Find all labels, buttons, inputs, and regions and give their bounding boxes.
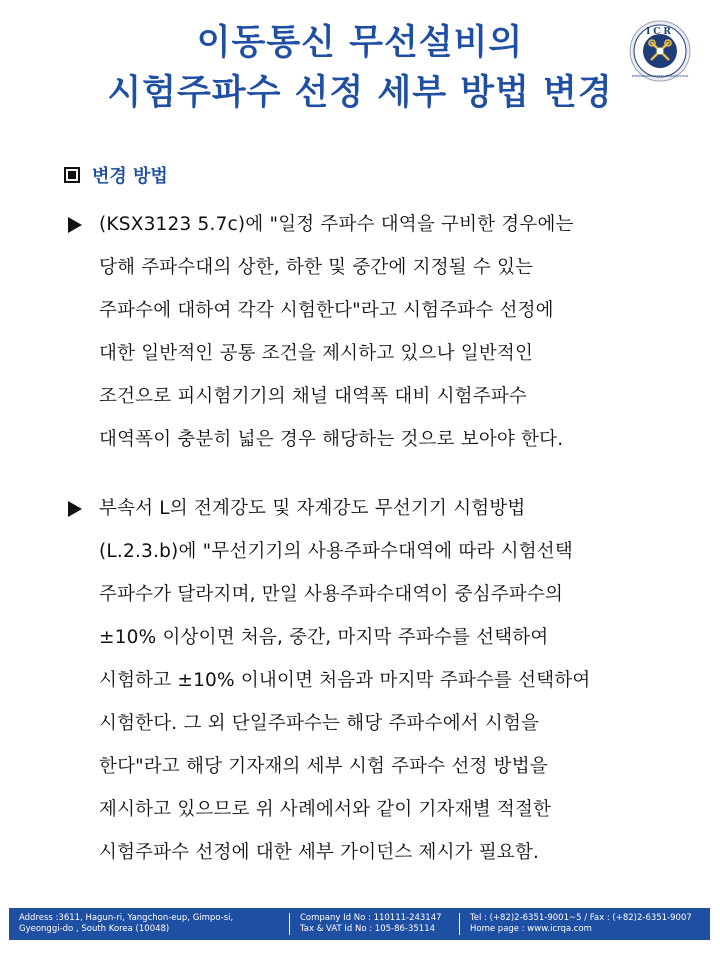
logo-text: ICR — [646, 27, 674, 37]
arrow-bullet-icon — [68, 217, 82, 233]
footer-homepage-link[interactable]: Home page : www.icrqa.com — [470, 924, 592, 934]
paragraph-line: 주파수에 대하여 각각 시험한다"라고 시험주파수 선정에 — [99, 300, 554, 321]
square-bullet-icon — [64, 167, 80, 183]
paragraph-line: 조건으로 피시험기기의 채널 대역폭 대비 시험주파수 — [99, 386, 527, 407]
arrow-bullet-icon — [68, 501, 82, 517]
footer-bar — [9, 908, 710, 940]
page-title — [0, 18, 720, 118]
paragraph-line: 시험주파수 선정에 대한 세부 가이던스 제시가 필요함. — [99, 842, 540, 863]
paragraph-line: 대한 일반적인 공통 조건을 제시하고 있으나 일반적인 — [99, 343, 534, 364]
paragraph-line: (KSX3123 5.7c)에 "일정 주파수 대역을 구비한 경우에는 — [99, 214, 574, 235]
title-line-2: 시험주파수 선정 세부 방법 변경 — [107, 73, 613, 113]
section-heading — [64, 160, 168, 190]
paragraph-line: 시험한다. 그 외 단일주파수는 해당 주파수에서 시험을 — [99, 713, 540, 734]
paragraph-line: 주파수가 달라지며, 만일 사용주파수대역이 중심주파수의 — [99, 584, 564, 605]
paragraph-line: 시험하고 ±10% 이내이면 처음과 마지막 주파수를 선택하여 — [99, 670, 591, 691]
paragraph-line: 당해 주파수대의 상한, 하한 및 중간에 지정될 수 있는 — [99, 257, 534, 278]
logo-subtext: INTERNATIONAL CERTIFICATION REGISTRAR — [631, 75, 689, 78]
footer-company-line: Company Id No : 110111-243147 — [300, 913, 442, 923]
footer-company-line: Tax & VAT Id No : 105-86-35114 — [300, 924, 436, 934]
footer-contact — [459, 913, 710, 935]
footer-contact-line: Tel : (+82)2-6351-9001~5 / Fax : (+82)2-6351-9007 — [470, 913, 692, 923]
paragraph-line: ±10% 이상이면 처음, 중간, 마지막 주파수를 선택하여 — [99, 627, 549, 648]
paragraph-line: (L.2.3.b)에 "무선기기의 사용주파수대역에 따라 시험선택 — [99, 541, 573, 562]
section-heading-label: 변경 방법 — [92, 166, 168, 187]
bullet-paragraph-2 — [99, 487, 689, 874]
icr-logo — [629, 20, 691, 82]
footer-address-line: Address :3611, Hagun-ri, Yangchon-eup, Gimpo-si, — [19, 913, 234, 923]
bullet-paragraph-1 — [99, 203, 689, 461]
paragraph-line: 부속서 L의 전계강도 및 자계강도 무선기기 시험방법 — [99, 498, 526, 519]
footer-address — [9, 913, 289, 935]
footer-address-line: Gyeonggi-do , South Korea (10048) — [19, 924, 170, 934]
title-line-1: 이동통신 무선설비의 — [196, 23, 524, 63]
paragraph-line: 제시하고 있으므로 위 사례에서와 같이 기자재별 적절한 — [99, 799, 552, 820]
footer-company-ids — [289, 913, 459, 935]
paragraph-line: 한다"라고 해당 기자재의 세부 시험 주파수 선정 방법을 — [99, 756, 548, 777]
paragraph-line: 대역폭이 충분히 넓은 경우 해당하는 것으로 보아야 한다. — [99, 429, 564, 450]
